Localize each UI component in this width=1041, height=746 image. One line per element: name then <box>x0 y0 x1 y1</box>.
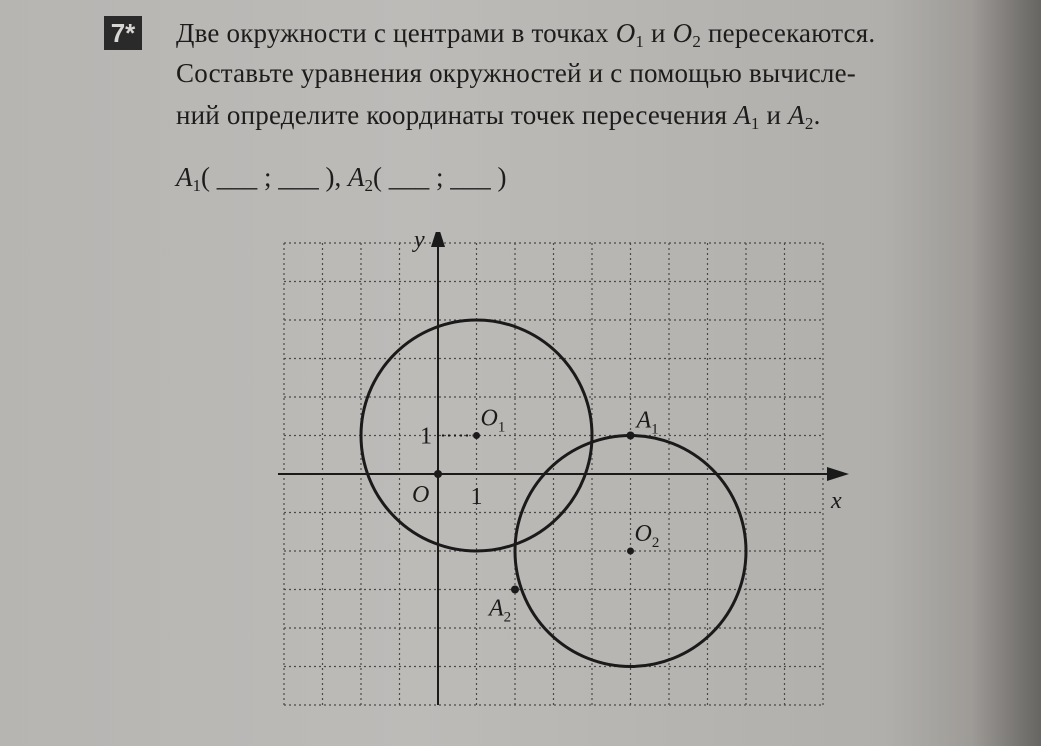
intersection-a2-point <box>511 586 519 594</box>
task-text-line-2: Составьте уравнения окружностей и с помощью вычисле- <box>176 58 856 88</box>
o1-point-letter: O <box>480 405 498 432</box>
center-o2-point <box>627 548 634 555</box>
o1-label: O <box>615 18 636 48</box>
a1-point-label <box>635 408 659 438</box>
answer-a2-blanks[interactable]: ( ___ ; ___ ) <box>372 162 507 192</box>
answer-a1: A <box>176 162 193 192</box>
a1-point-letter: A <box>636 407 652 434</box>
o1-point-sub: 1 <box>497 419 506 436</box>
origin-label: O <box>412 482 430 508</box>
line3-text: ний определите координаты точек пересечения <box>176 100 735 130</box>
task-text-line-3 <box>176 100 821 134</box>
answer-a1-blanks[interactable]: ( ___ ; ___ ), <box>201 162 348 192</box>
center-o1-point <box>473 432 480 439</box>
a1-label: A <box>734 100 751 130</box>
o1-point-label <box>481 406 506 436</box>
a2-point-label <box>487 596 511 626</box>
line1-end: пересекаются. <box>701 18 876 48</box>
axes <box>278 232 849 705</box>
a1-point-sub: 1 <box>651 421 659 438</box>
o2-point-label <box>635 521 660 551</box>
origin-point <box>434 470 442 478</box>
line3-end: . <box>813 100 821 130</box>
o2-sub: 2 <box>692 32 702 51</box>
and-text-2: и <box>759 100 789 130</box>
x-tick-label: 1 <box>470 484 483 510</box>
y-axis-arrow <box>431 232 445 247</box>
a1-sub: 1 <box>750 114 760 133</box>
answer-a2-sub: 2 <box>364 176 373 195</box>
y-axis-label: y <box>414 232 425 253</box>
and-text: и <box>644 18 673 48</box>
page-edge-shadow <box>971 0 1041 746</box>
x-axis-arrow <box>827 467 849 481</box>
x-axis-label: x <box>831 488 842 514</box>
y-tick-label: 1 <box>420 423 432 450</box>
a2-point-sub: 2 <box>503 609 512 626</box>
o2-label: O <box>672 18 693 48</box>
coordinate-figure <box>270 232 850 732</box>
o2-point-sub: 2 <box>651 535 660 551</box>
intersection-a1-point <box>627 432 635 440</box>
a2-point-letter: A <box>489 595 504 622</box>
answer-line <box>176 162 506 196</box>
a2-sub: 2 <box>804 114 814 133</box>
a2-label: A <box>788 100 805 130</box>
answer-a2: A <box>347 162 365 192</box>
task-number-badge: 7* <box>104 16 142 50</box>
line1-text: Две окружности с центрами в точках <box>176 18 616 48</box>
o2-point-letter: O <box>634 521 652 547</box>
task-text-line-1 <box>176 18 875 52</box>
o1-sub: 1 <box>635 32 645 51</box>
answer-a1-sub: 1 <box>192 176 201 195</box>
